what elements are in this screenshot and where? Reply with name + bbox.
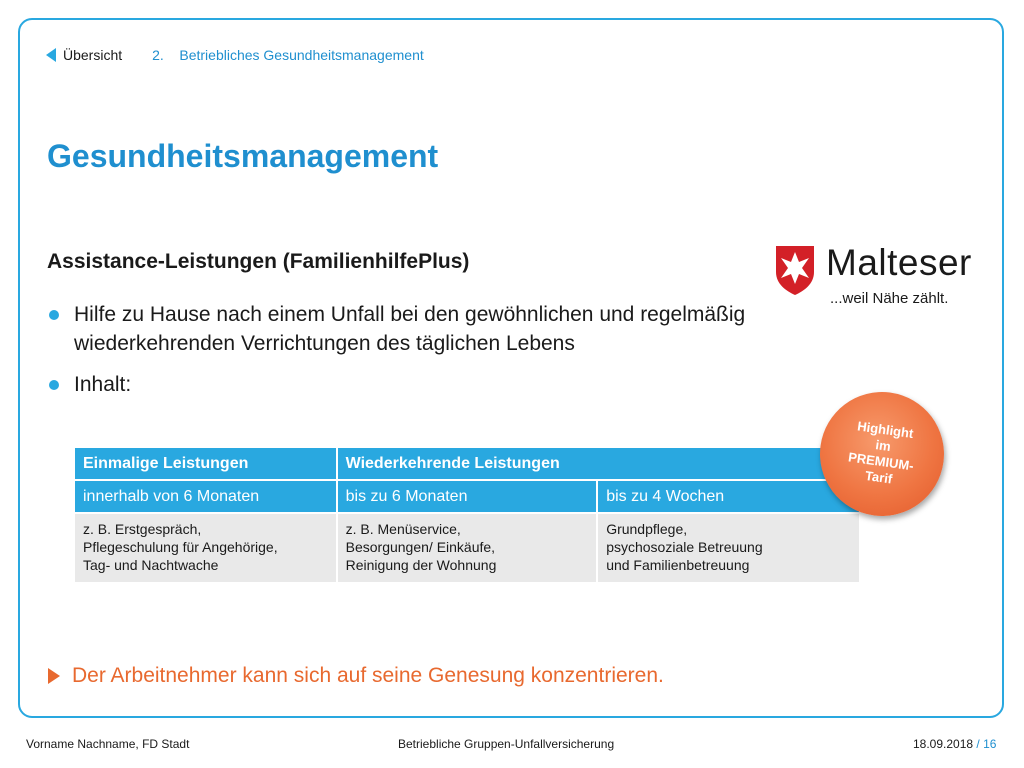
malteser-shield-icon — [774, 244, 816, 296]
breadcrumb[interactable]: 2. Betriebliches Gesundheitsmanagement — [152, 47, 424, 63]
bullet-list — [47, 300, 747, 411]
back-label: Übersicht — [63, 47, 123, 63]
chevron-left-icon — [46, 48, 57, 62]
back-to-overview-link[interactable] — [46, 47, 122, 63]
badge-line: im — [874, 437, 892, 455]
footer-author: Vorname Nachname, FD Stadt — [26, 737, 190, 751]
footer-separator: / — [976, 737, 980, 751]
cell-line: Tag- und Nachtwache — [83, 557, 219, 573]
bullet-text: Inhalt: — [74, 373, 132, 396]
badge-line: Tarif — [864, 467, 894, 487]
page-title: Gesundheitsmanagement — [47, 138, 439, 174]
footer-date: 18.09.2018 — [913, 737, 974, 751]
header-one-time-services: Einmalige Leistungen — [75, 448, 336, 479]
chevron-right-icon — [48, 668, 60, 684]
bullet-item — [47, 370, 747, 399]
badge-text — [828, 415, 936, 492]
section-subtitle: Assistance-Leistungen (FamilienhilfePlus) — [47, 250, 470, 273]
table-cell — [338, 514, 597, 582]
cell-line: Reinigung der Wohnung — [345, 557, 497, 573]
cell-line: z. B. Erstgespräch, — [83, 521, 202, 537]
cell-line: Pflegeschulung für Angehörige, — [83, 539, 278, 555]
bullet-item — [47, 300, 747, 358]
table-row — [75, 514, 859, 582]
malteser-logo — [774, 240, 979, 310]
cell-line: und Familienbetreuung — [606, 557, 750, 573]
table-cell — [75, 514, 336, 582]
table-header-row — [75, 448, 859, 479]
header-recurring-services: Wiederkehrende Leistungen — [338, 448, 859, 479]
logo-name: Malteser — [826, 242, 972, 283]
footer-page-info — [913, 737, 996, 751]
badge-line: Highlight — [856, 418, 915, 442]
services-table — [73, 446, 861, 584]
logo-tagline: ...weil Nähe zählt. — [830, 290, 949, 307]
footer-title: Betriebliche Gruppen-Unfallversicherung — [398, 737, 615, 751]
top-navigation — [46, 47, 424, 63]
conclusion-text: Der Arbeitnehmer kann sich auf seine Genesung konzentrieren. — [72, 664, 664, 687]
footer-page-number: 16 — [983, 737, 997, 751]
cell-line: Besorgungen/ Einkäufe, — [345, 539, 496, 555]
subheader-cell: innerhalb von 6 Monaten — [75, 481, 336, 512]
subheader-cell: bis zu 4 Wochen — [598, 481, 859, 512]
cell-line: psychosoziale Betreuung — [606, 539, 763, 555]
cell-line: Grundpflege, — [606, 521, 688, 537]
bullet-text: Hilfe zu Hause nach einem Unfall bei den gewöhnlichen und regelmäßig wiederkehrenden Verrichtungen des täglichen Lebens — [74, 303, 746, 355]
cell-line: z. B. Menüservice, — [345, 521, 461, 537]
bullet-dot-icon — [49, 380, 59, 390]
subheader-cell: bis zu 6 Monaten — [338, 481, 597, 512]
table-cell — [598, 514, 859, 582]
table-subheader-row — [75, 481, 859, 512]
badge-line: PREMIUM- — [847, 449, 915, 474]
bullet-dot-icon — [49, 310, 59, 320]
conclusion-statement — [48, 664, 664, 688]
